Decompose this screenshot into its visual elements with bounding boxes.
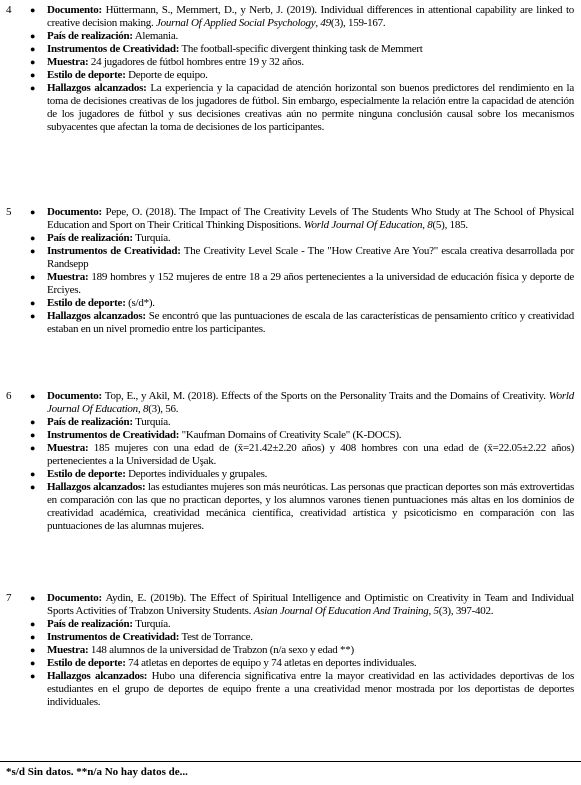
- entry-items: [30, 592, 574, 709]
- findings-item: ● Hallazgos alcanzados: Hubo una diferencia significativa entre la mayor creatividad en las actividades deportivas de los estudiantes en el grupo de deportes de equipo frente a una creatividad menor mostrada por los deportistas de deportes individuales.: [30, 670, 574, 709]
- instrument-item: ● Instrumentos de Creatividad: Test de Torrance.: [30, 631, 574, 644]
- sample-item: ● Muestra: 185 mujeres con una edad de (x̄=21.42±2.20 años) y 408 hombres con una edad de (x̄=22.05±2.22 años) pertenecientes a la Universidad de Uşak.: [30, 442, 574, 468]
- footnote: *s/d Sin datos. **n/a No hay datos de...: [6, 766, 188, 778]
- sample-item: ● Muestra: 189 hombres y 152 mujeres de entre 18 a 29 años pertenecientes a la universidad de educación física y deporte de Erciyes.: [30, 271, 574, 297]
- footnote-divider: [0, 761, 581, 762]
- document-item: ● Documento: Hüttermann, S., Memmert, D., y Nerb, J. (2019). Individual differences in attentional capability are linked to creative decision making. Journal Of Applied Social Psychology, 49(3), 159-167.: [30, 4, 574, 30]
- findings-item: ● Hallazgos alcanzados: Se encontró que las puntuaciones de escala de las características de pensamiento crítico y creatividad estaban en un nivel promedio entre los participantes.: [30, 310, 574, 336]
- entry-items: [30, 390, 574, 533]
- instrument-item: ● Instrumentos de Creatividad: "Kaufman Domains of Creativity Scale" (K-DOCS).: [30, 429, 574, 442]
- country-item: ● País de realización: Turquía.: [30, 618, 574, 631]
- entry-number: 6: [6, 390, 12, 402]
- document-item: ● Documento: Pepe, O. (2018). The Impact of The Creativity Levels of The Students Who Study at The School of Physical Education and Sport on Their Critical Thinking Dispositions. World Journal Of Education, 8(5), 185.: [30, 206, 574, 232]
- instrument-item: ● Instrumentos de Creatividad: The football-specific divergent thinking task de Memmert: [30, 43, 574, 56]
- country-item: ● País de realización: Alemania.: [30, 30, 574, 43]
- sample-item: ● Muestra: 148 alumnos de la universidad de Trabzon (n/a sexo y edad **): [30, 644, 574, 657]
- sport-item: ● Estilo de deporte: Deporte de equipo.: [30, 69, 574, 82]
- entry-items: [30, 206, 574, 336]
- sport-item: ● Estilo de deporte: 74 atletas en deportes de equipo y 74 atletas en deportes individuales.: [30, 657, 574, 670]
- sport-item: ● Estilo de deporte: Deportes individuales y grupales.: [30, 468, 574, 481]
- country-item: ● País de realización: Turquía.: [30, 416, 574, 429]
- country-item: ● País de realización: Turquía.: [30, 232, 574, 245]
- entry-number: 5: [6, 206, 12, 218]
- entry-items: [30, 4, 574, 134]
- entry-number: 4: [6, 4, 12, 16]
- findings-item: ● Hallazgos alcanzados: las estudiantes mujeres son más neuróticas. Las personas que practican deportes son más extrovertidas en comparación con las que no practican deportes, y los alumnos varones tienen puntuaciones más altas en los dominios de creatividad académica, creatividad mecánica científica, creatividad artística y psicoticismo en comparación con las puntuaciones de las alumnas mujeres.: [30, 481, 574, 533]
- document-item: ● Documento: Top, E., y Akil, M. (2018). Effects of the Sports on the Personality Traits and the Domains of Creativity. World Journal Of Education, 8(3), 56.: [30, 390, 574, 416]
- document-item: ● Documento: Aydin, E. (2019b). The Effect of Spiritual Intelligence and Optimistic on Creativity in Team and Individual Sports Activities of Trabzon University Students. Asian Journal Of Education And Training, 5(3), 397-402.: [30, 592, 574, 618]
- sample-item: ● Muestra: 24 jugadores de fútbol hombres entre 19 y 32 años.: [30, 56, 574, 69]
- sport-item: ● Estilo de deporte: (s/d*).: [30, 297, 574, 310]
- instrument-item: ● Instrumentos de Creatividad: The Creativity Level Scale - The "How Creative Are You?" escala creativa desarrollada por Randsepp: [30, 245, 574, 271]
- entry-number: 7: [6, 592, 12, 604]
- findings-item: ● Hallazgos alcanzados: La experiencia y la capacidad de atención horizontal son buenos predictores del rendimiento en la toma de decisiones creativas de los jugadores de fútbol. Sin embargo, especialmente la relación entre la capacidad de atención de los jugadores de fútbol y sus decisiones creativas aún no permite ninguna conclusión causal sobre los mecanismos subyacentes que afectan la toma de decisiones de los participantes.: [30, 82, 574, 134]
